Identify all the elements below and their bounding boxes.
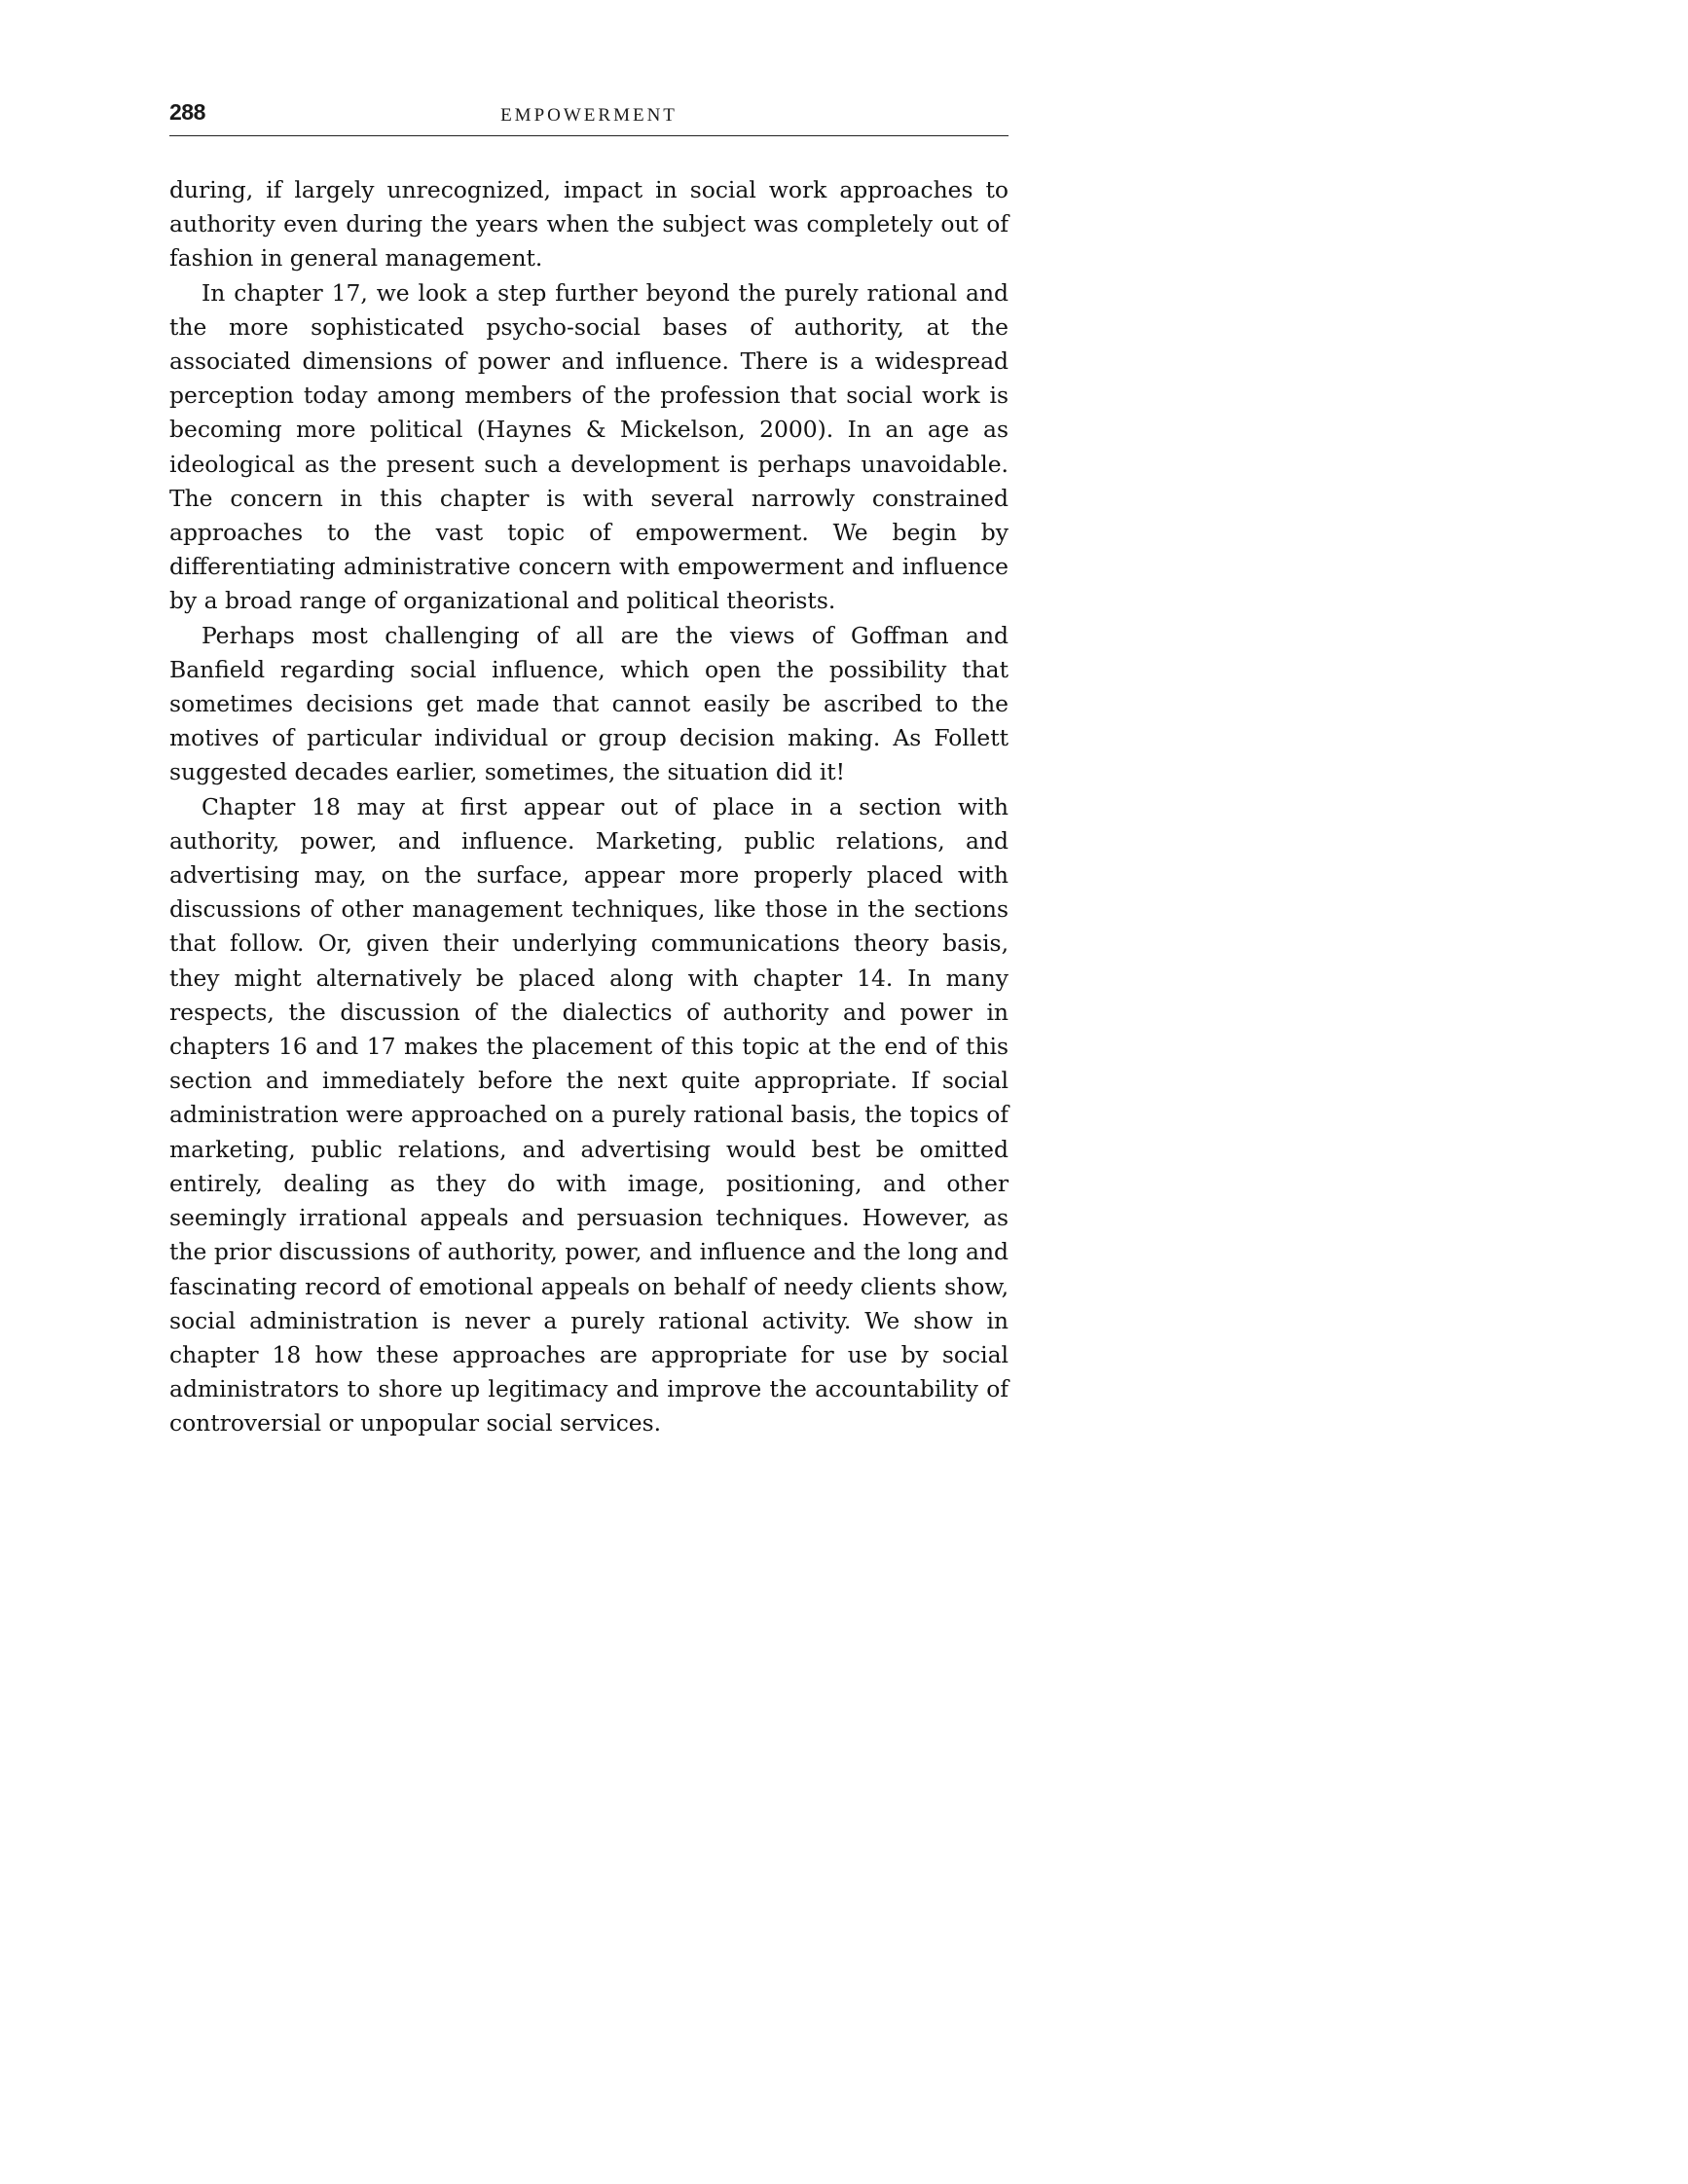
body-text [169, 173, 1009, 1441]
paragraph-goffman-banfield: Perhaps most challenging of all are the views of Goffman and Banfield regarding social influence, which open the possibility that sometimes decisions get made that cannot easily be ascribed to the motives of particular individual or group decision making. As Follett suggested decades earlier, sometimes, the situation did it! [169, 621, 1009, 786]
running-head [169, 97, 1009, 136]
book-page [169, 97, 1009, 1441]
paragraph-chapter-17: In chapter 17, we look a step further beyond the purely rational and the more sophisticated psycho-social bases of authority, at the associated dimensions of power and influence. There is a widespread perception today among members of the profession that social work is becoming more political (Haynes & Mickelson, 2000). In an age as ideological as the present such a development is perhaps unavoidable. The concern in this chapter is with several narrowly constrained approaches to the vast topic of empowerment. We begin by differentiating administrative concern with empowerment and influence by a broad range of organizational and political theorists. [169, 278, 1009, 615]
running-title: EMPOWERMENT [500, 105, 678, 126]
page-number: 288 [169, 99, 205, 125]
paragraph-chapter-18: Chapter 18 may at first appear out of place in a section with authority, power, and influence. Marketing, public relations, and advertising may, on the surface, appear more properly placed with discussions of other management techniques, like those in the sections that follow. Or, given their underlying communications theory basis, they might alternatively be placed along with chapter 14. In many respects, the discussion of the dialectics of authority and power in chapters 16 and 17 makes the placement of this topic at the end of this section and immediately before the next quite appropriate. If social administration were approached on a purely rational basis, the topics of marketing, public relations, and advertising would best be omitted entirely, dealing as they do with image, positioning, and other seemingly irrational appeals and persuasion techniques. However, as the prior discussions of authority, power, and influence and the long and fascinating record of emotional appeals on behalf of needy clients show, social administration is never a purely rational activity. We show in chapter 18 how these approaches are appropriate for use by social administrators to shore up legitimacy and improve the accountability of controversial or unpopular social services. [169, 792, 1009, 1438]
paragraph-continued: during, if largely unrecognized, impact in social work approaches to authority even during the years when the subject was completely out of fashion in general management. [169, 176, 1009, 273]
